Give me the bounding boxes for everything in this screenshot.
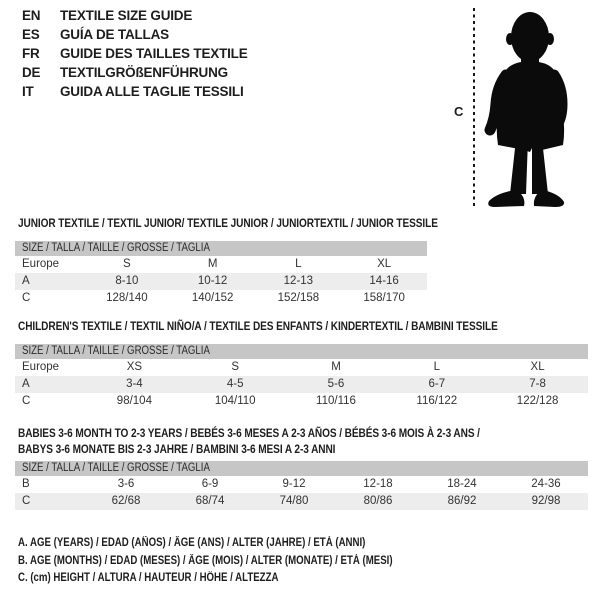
col-header-cell: XL [530, 361, 545, 373]
value-cell: 12-18 [363, 478, 393, 490]
size-header-bar [15, 241, 427, 256]
col-header-cell: M [207, 258, 218, 270]
col-header-cell: XS [126, 361, 143, 373]
col-header-cell: L [295, 258, 302, 270]
value-cell: 158/170 [363, 292, 405, 304]
junior-size-table [15, 241, 427, 307]
value-cell: 74/80 [279, 495, 309, 507]
babies-title-line1: BABIES 3-6 MONTH TO 2-3 YEARS / BEBÉS 3-6 MESES A 2-3 AÑOS / BÉBÉS 3-6 MOIS À 2-3 ANS / [18, 426, 480, 440]
language-row-fr [22, 44, 248, 63]
note-text: A. AGE (YEARS) / EDAD (AÑOS) / ÂGE (ANS) / ALTER (JAHRE) / ETÀ (ANNI) [18, 537, 366, 549]
value-cell: 24-36 [531, 478, 561, 490]
language-title: TEXTILE SIZE GUIDE [60, 8, 193, 23]
value-cell: 98/104 [116, 395, 152, 407]
height-measure-label: C [454, 104, 464, 119]
value-cell: 10-12 [197, 275, 228, 287]
language-code: ES [22, 27, 40, 42]
row-label: C [22, 495, 31, 507]
note-age-years [18, 535, 464, 553]
value-cell: 140/152 [191, 292, 234, 304]
children-section-title [18, 318, 589, 334]
value-cell: 3-6 [117, 478, 135, 490]
language-title: GUIDA ALLE TAGLIE TESSILI [60, 84, 244, 99]
row-label: C [22, 395, 31, 407]
value-cell: 116/122 [416, 395, 458, 407]
region-label: Europe [22, 258, 60, 270]
value-cell: 9-12 [282, 478, 306, 490]
table-row-height [15, 493, 588, 510]
value-cell: 152/158 [277, 292, 320, 304]
row-label: A [22, 275, 30, 287]
value-cell: 6-9 [201, 478, 219, 490]
note-age-months [18, 553, 464, 571]
col-header-cell: L [433, 361, 440, 373]
children-section-title-text: CHILDREN'S TEXTILE / TEXTIL NIÑO/A / TEXTILE DES ENFANTS / KINDERTEXTIL / BAMBINI TESSILE [18, 319, 498, 333]
language-code: FR [22, 46, 40, 61]
table-row-height [15, 393, 588, 410]
language-title: TEXTILGRÖßENFÜHRUNG [60, 65, 228, 80]
language-code: IT [22, 84, 34, 99]
table-row-age [15, 273, 427, 290]
value-cell: 86/92 [447, 495, 477, 507]
value-cell: 122/128 [516, 395, 559, 407]
junior-section-title-text: JUNIOR TEXTILE / TEXTIL JUNIOR/ TEXTILE JUNIOR / JUNIORTEXTIL / JUNIOR TESSILE [18, 216, 438, 230]
col-header-cell: S [231, 361, 240, 373]
language-row-de [22, 63, 248, 82]
table-row-height [15, 290, 427, 307]
language-code: DE [22, 65, 41, 80]
column-header-row [15, 256, 427, 273]
babies-size-table [15, 461, 588, 510]
language-row-es [22, 25, 248, 44]
baby-height-figure [446, 0, 596, 215]
region-label: Europe [22, 361, 60, 373]
value-cell: 92/98 [531, 495, 561, 507]
value-cell: 128/140 [106, 292, 148, 304]
babies-title-line2: BABYS 3-6 MONATE BIS 2-3 JAHRE / BAMBINI 3-6 MESI A 2-3 ANNI [18, 442, 336, 456]
col-header-cell: XL [377, 258, 392, 270]
language-title-list [22, 6, 248, 101]
note-height [18, 570, 464, 588]
value-cell: 68/74 [195, 495, 225, 507]
value-cell: 18-24 [447, 478, 477, 490]
row-label: A [22, 378, 30, 390]
value-cell: 14-16 [369, 275, 399, 287]
col-header-cell: S [123, 258, 131, 270]
value-cell: 62/68 [111, 495, 141, 507]
value-cell: 6-7 [428, 378, 446, 390]
language-row-it [22, 82, 248, 101]
col-header-cell: M [331, 361, 341, 373]
babies-section-title [18, 425, 568, 457]
note-text: B. AGE (MONTHS) / EDAD (MESES) / ÂGE (MOIS) / ALTER (MONATE) / ETÀ (MESI) [18, 554, 393, 567]
baby-silhouette-icon [484, 10, 572, 208]
value-cell: 8-10 [115, 275, 139, 287]
junior-section-title [18, 215, 518, 231]
value-cell: 4-5 [226, 378, 244, 390]
height-dashed-line [473, 8, 475, 207]
value-cell: 7-8 [529, 378, 546, 390]
value-cell: 110/116 [316, 395, 356, 407]
table-row-age-months [15, 476, 588, 493]
children-size-table [15, 344, 588, 410]
language-code: EN [22, 8, 41, 23]
note-text: C. (cm) HEIGHT / ALTURA / HAUTEUR / HÖHE / ALTEZZA [18, 572, 279, 584]
value-cell: 12-13 [283, 275, 314, 287]
size-header-bar [15, 461, 588, 476]
language-row-en [22, 6, 248, 25]
legend-notes [18, 535, 464, 588]
value-cell: 5-6 [327, 378, 345, 390]
row-label: B [22, 478, 30, 490]
table-row-age [15, 376, 588, 393]
language-title: GUÍA DE TALLAS [60, 27, 169, 42]
value-cell: 80/86 [363, 495, 393, 507]
size-header-text: SIZE / TALLA / TAILLE / GRÖSSE / TAGLIA [22, 242, 210, 254]
column-header-row [15, 359, 588, 376]
size-header-text: SIZE / TALLA / TAILLE / GRÖSSE / TAGLIA [22, 345, 210, 357]
size-header-text: SIZE / TALLA / TAILLE / GRÖSSE / TAGLIA [22, 462, 210, 474]
row-label: C [22, 292, 31, 304]
value-cell: 3-4 [126, 378, 143, 390]
language-title: GUIDE DES TAILLES TEXTILE [60, 46, 248, 61]
size-header-bar [15, 344, 588, 359]
value-cell: 104/110 [214, 395, 256, 407]
